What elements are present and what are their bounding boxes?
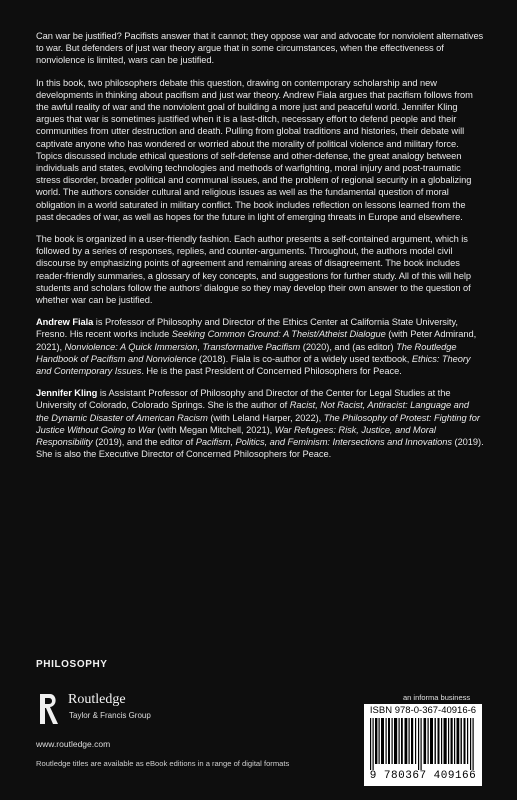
author-bio-kling [36,387,484,460]
routledge-logo-icon [36,690,62,728]
publisher-url[interactable]: www.routledge.com [36,739,111,749]
book-title: Nonviolence: A Quick Immersion [64,341,198,352]
isbn-barcode [364,704,482,786]
bio-text: (with Leland Harper, 2022), [207,412,324,423]
publisher-group: Taylor & Francis Group [69,711,151,720]
author-name-kling: Jennifer Kling [36,388,98,399]
bio-text: , [197,341,203,352]
bio-text: (2019), and the editor of [92,437,196,448]
isbn-digits: 9 780367 409166 [369,770,477,782]
publisher-name: Routledge [68,692,126,707]
book-title: Ethics: Theory and Contemporary Issues [36,353,471,377]
bio-text: (2020), and (as editor) [300,341,397,352]
back-cover-text [36,30,484,471]
informa-tagline: an informa business [403,693,471,702]
book-title: Transformative Pacifism [202,341,301,352]
author-name-fiala: Andrew Fiala [36,317,94,328]
author-bio-fiala [36,316,484,377]
bio-text: is Assistant Professor of Philosophy and Director of the Center for Legal Studies at the University of Colorado, Colorado Springs. She is the author of [36,388,451,411]
book-title: Seeking Common Ground: A Theist/Atheist Dialogue [171,329,386,340]
publisher-logo [36,690,236,734]
subject-category: PHILOSOPHY [36,659,108,670]
isbn-label: ISBN 978-0-367-40916-6 [369,705,477,716]
bio-text: (2019). She is also the Executive Director of Concerned Philosophers for Peace. [36,437,484,460]
book-title: Racist, Not Racist, Antiracist: Language and the Dynamic Disaster of American Racism [36,400,470,423]
blurb-paragraph-2: In this book, two philosophers debate this question, drawing on contemporary scholarship and new developments in thinking about pacifism and just war theory. Andrew Fiala argues that pacifism follows from the awful reality of war and the nonviolent goal of building a more just and peaceful world. Jennifer Kling argues that war is sometimes justified when it is a last-ditch, necessary effort to defend people and their communities from utter destruction and death. Pulling from global traditions and histories, their debate will captivate anyone who has wondered or worried about the morality of political violence and military force. Topics discussed include ethical questions of self-defense and other-defense, the great analogy between individuals and states, evolving technologies and methods of warfighting, moral injury and post-traumatic stress disorder, broader political and communal issues, and the problem of regional security in a globalizing world. The authors consider cultural and religious issues as well as the fundamental question of moral obligation in a world saturated in military conflict. The book includes reflection on lessons learned from the past decades of war, as well as hopes for the future in light of emerging threats in Europe and elsewhere. [36,77,473,222]
blurb-paragraph-1: Can war be justified? Pacifists answer that it cannot; they oppose war and advocate for nonviolent alternatives to war. But defenders of just war theory argue that in some circumstances, when the effectiveness of nonviolence is limited, wars can be justified. [36,31,484,66]
barcode-icon [368,718,478,770]
blurb-paragraph-3: The book is organized in a user-friendly fashion. Each author presents a self-contained argument, which is followed by a series of responses, replies, and counter-arguments. Throughout, the authors model civil discourse by emphasizing points of agreement and remaining areas of disagreement. The book includes reader-friendly summaries, a glossary of key concepts, and suggestions for further study. All of this will help students and scholars follow the authors’ dialogue so they may develop their own answer to the question of whether war can be justified. [36,234,472,306]
bio-text: . He is the past President of Concerned Philosophers for Peace. [141,366,402,377]
book-title: Pacifism, Politics, and Feminism: Intersections and Innovations [195,437,452,448]
book-title: War Refugees: Risk, Justice, and Moral Responsibility [36,424,436,448]
bio-text: (with Peter Admirand, 2021), [36,329,477,352]
bio-text: (with Megan Mitchell, 2021), [154,424,275,435]
book-title: The Routledge Handbook of Pacifism and Nonviolence [36,341,457,364]
bio-text: (2018). Fiala is co-author of a widely used textbook, [196,353,412,364]
ebook-note: Routledge titles are available as eBook editions in a range of digital formats [36,759,290,768]
bio-text: is Professor of Philosophy and Director of the Ethics Center at California State University, Fresno. His recent works include [36,317,458,340]
book-title: The Philosophy of Protest: Fighting for Justice Without Going to War [36,412,480,435]
